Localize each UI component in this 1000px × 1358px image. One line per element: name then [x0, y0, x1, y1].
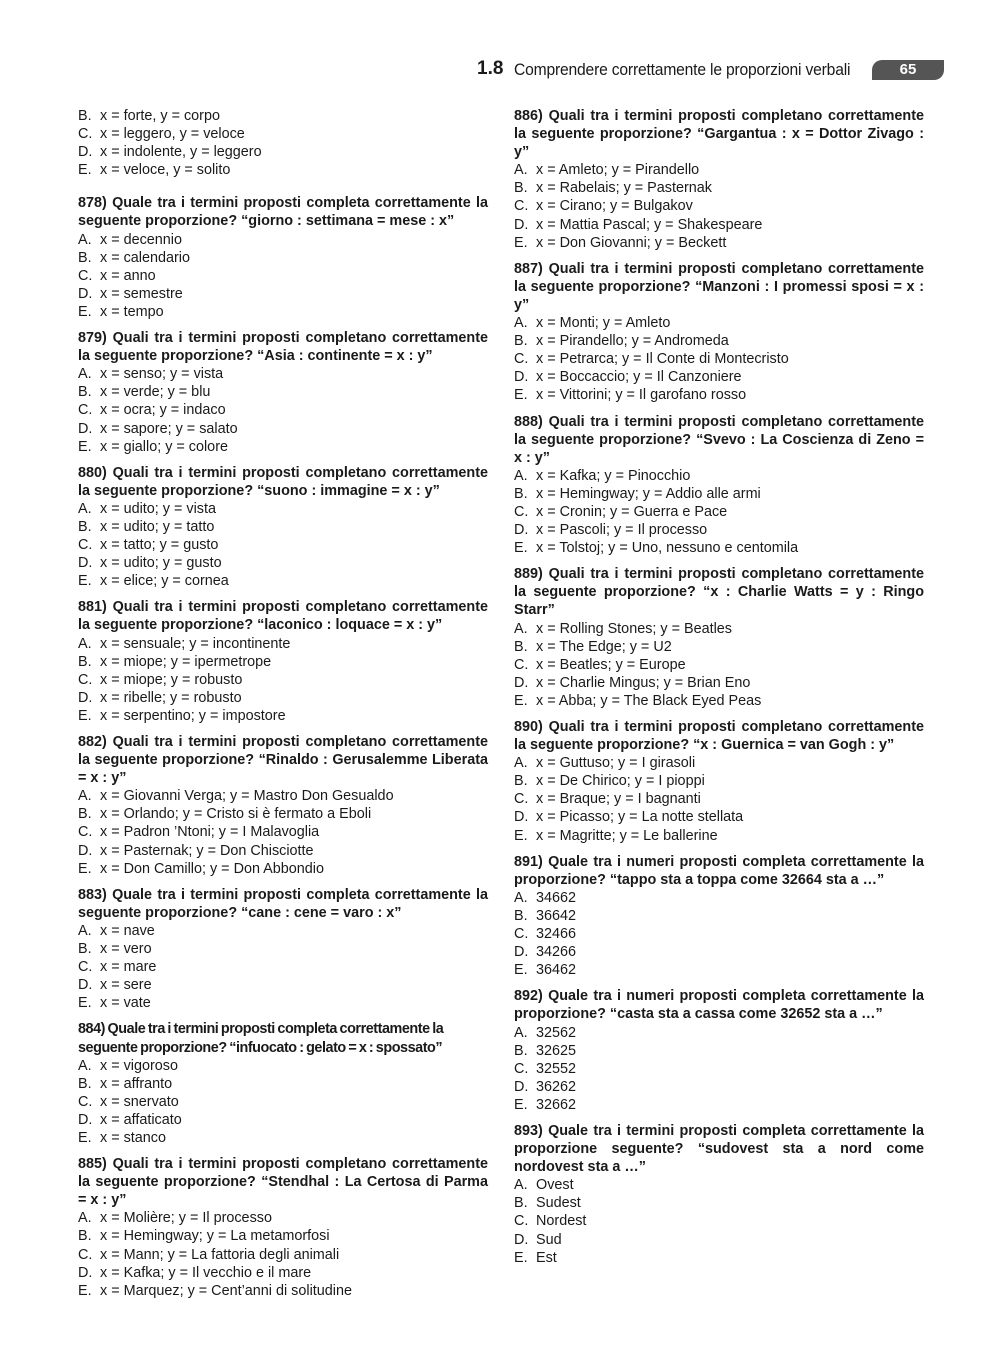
answer-option — [78, 249, 488, 267]
option-letter: B. — [514, 638, 528, 655]
option-text: x = veloce, y = solito — [100, 162, 231, 179]
option-letter: E. — [514, 540, 528, 557]
option-text: x = Boccaccio; y = Il Canzoniere — [536, 369, 742, 386]
answer-option — [78, 994, 488, 1012]
option-letter: B. — [514, 907, 528, 924]
option-letter: A. — [78, 366, 92, 383]
option-text: x = Amleto; y = Pirandello — [536, 162, 700, 179]
question-text: 881) Quali tra i termini proposti completano correttamente la seguente proporzione? “laconico : loquace = x : y” — [78, 599, 488, 634]
answer-option — [78, 1264, 488, 1282]
answer-option — [514, 907, 924, 925]
option-text: x = Mann; y = La fattoria degli animali — [100, 1246, 340, 1263]
option-letter: A. — [514, 315, 528, 332]
answer-option — [78, 107, 488, 125]
option-letter: D. — [514, 809, 529, 826]
answer-option — [514, 620, 924, 638]
answer-option — [78, 653, 488, 671]
option-text: x = leggero, y = veloce — [100, 126, 245, 143]
answer-option — [78, 922, 488, 940]
question-block — [514, 1122, 924, 1267]
question-text: 880) Quali tra i termini proposti completano correttamente la seguente proporzione? “suono : immagine = x : y” — [78, 464, 488, 499]
option-text: x = vate — [100, 995, 151, 1012]
option-letter: B. — [78, 1228, 92, 1245]
option-text: x = Beatles; y = Europe — [536, 656, 686, 673]
option-text: x = Cronin; y = Guerra e Pace — [536, 503, 728, 520]
option-letter: A. — [78, 635, 92, 652]
answer-option — [78, 231, 488, 249]
question-text: 889) Quali tra i termini proposti completano correttamente la seguente proporzione? “x : Charlie Watts = y : Ringo Starr” — [514, 566, 924, 619]
answer-option — [78, 161, 488, 179]
option-text: x = nave — [100, 922, 155, 939]
question-block — [514, 565, 924, 710]
option-text: x = senso; y = vista — [100, 366, 224, 383]
question-text: 878) Quale tra i termini proposti completa correttamente la seguente proporzione? “giorno : settimana = mese : x” — [78, 195, 488, 230]
option-letter: D. — [514, 674, 529, 691]
section-title: Comprendere correttamente le proporzioni verbali — [514, 60, 851, 79]
option-letter: E. — [78, 438, 92, 455]
option-letter: A. — [78, 500, 92, 517]
option-text: x = forte, y = corpo — [100, 108, 220, 124]
option-text: x = indolente, y = leggero — [100, 144, 262, 161]
option-letter: C. — [78, 824, 93, 841]
option-text: 32562 — [536, 1024, 577, 1041]
option-text: x = affaticato — [100, 1111, 182, 1128]
option-letter: C. — [78, 402, 93, 419]
answer-option — [78, 554, 488, 572]
option-letter: A. — [514, 1024, 528, 1041]
answer-option — [514, 692, 924, 710]
option-text: x = miope; y = ipermetrope — [100, 653, 272, 670]
option-letter: A. — [78, 231, 92, 248]
continued-options — [78, 107, 488, 179]
answer-option — [514, 889, 924, 907]
option-text: Est — [536, 1249, 557, 1266]
option-text: 36262 — [536, 1078, 577, 1095]
option-letter: B. — [78, 518, 92, 535]
option-letter: B. — [78, 249, 92, 266]
option-text: x = verde; y = blu — [100, 384, 211, 401]
option-letter: E. — [78, 303, 92, 320]
option-letter: C. — [78, 671, 93, 688]
option-text: x = sensuale; y = incontinente — [100, 635, 291, 652]
answer-option — [514, 521, 924, 539]
answer-option — [78, 500, 488, 518]
option-text: x = Tolstoj; y = Uno, nessuno e centomila — [536, 540, 799, 557]
option-text: x = udito; y = vista — [100, 500, 216, 517]
answer-option — [78, 1057, 488, 1075]
option-text: x = anno — [100, 267, 156, 284]
question-text: 885) Quali tra i termini proposti completano correttamente la seguente proporzione? “Stendhal : La Certosa di Parma = x : y” — [78, 1156, 488, 1209]
option-letter: D. — [514, 522, 529, 539]
question-block — [514, 107, 924, 252]
option-text: Sud — [536, 1231, 562, 1248]
option-text: 32552 — [536, 1060, 577, 1077]
answer-option — [78, 707, 488, 725]
answer-option — [78, 401, 488, 419]
option-letter: D. — [78, 977, 93, 994]
answer-option — [78, 860, 488, 878]
question-text: 890) Quali tra i termini proposti completano correttamente la seguente proporzione? “x : Guernica = van Gogh : y” — [514, 719, 924, 754]
answer-option — [514, 1249, 924, 1267]
option-text: 34662 — [536, 889, 577, 906]
answer-option — [78, 518, 488, 536]
answer-option — [514, 1212, 924, 1230]
answer-option — [78, 1093, 488, 1111]
answer-option — [514, 1078, 924, 1096]
option-letter: B. — [514, 180, 528, 197]
question-block — [514, 718, 924, 845]
option-letter: D. — [78, 555, 93, 572]
option-letter: A. — [78, 922, 92, 939]
option-letter: A. — [514, 467, 528, 484]
option-letter: B. — [78, 941, 92, 958]
question-block — [514, 987, 924, 1114]
answer-option — [514, 161, 924, 179]
question-block — [78, 1020, 488, 1147]
left-column — [78, 107, 488, 1308]
option-text: x = tempo — [100, 303, 164, 320]
option-letter: C. — [514, 656, 529, 673]
option-letter: D. — [78, 420, 93, 437]
option-text: x = tatto; y = gusto — [100, 537, 219, 554]
answer-option — [514, 1060, 924, 1078]
option-letter: B. — [78, 653, 92, 670]
option-text: x = Abba; y = The Black Eyed Peas — [536, 692, 762, 709]
answer-option — [514, 314, 924, 332]
option-text: x = Don Giovanni; y = Beckett — [536, 234, 727, 251]
question-block — [78, 598, 488, 725]
answer-option — [514, 808, 924, 826]
option-letter: D. — [514, 369, 529, 386]
page-number-badge: 65 — [872, 60, 944, 80]
answer-option — [514, 1096, 924, 1114]
answer-option — [78, 1209, 488, 1227]
option-letter: B. — [78, 384, 92, 401]
answer-option — [78, 940, 488, 958]
option-text: x = decennio — [100, 231, 183, 248]
answer-option — [514, 638, 924, 656]
option-text: x = Charlie Mingus; y = Brian Eno — [536, 674, 751, 691]
option-text: x = Petrarca; y = Il Conte di Montecristo — [536, 351, 789, 368]
option-text: x = Pirandello; y = Andromeda — [536, 333, 729, 350]
answer-option — [78, 1282, 488, 1300]
option-text: x = Don Camillo; y = Don Abbondio — [100, 860, 324, 877]
option-letter: E. — [514, 962, 528, 979]
option-letter: A. — [514, 162, 528, 179]
option-letter: E. — [78, 1282, 92, 1299]
option-text: 34266 — [536, 944, 577, 961]
option-text: x = Pasternak; y = Don Chisciotte — [100, 842, 314, 859]
option-text: x = sapore; y = salato — [100, 420, 238, 437]
option-letter: E. — [514, 692, 528, 709]
option-letter: B. — [514, 485, 528, 502]
option-text: x = Kafka; y = Il vecchio e il mare — [100, 1264, 312, 1281]
option-letter: E. — [78, 1129, 92, 1146]
option-text: x = Magritte; y = Le ballerine — [536, 827, 718, 844]
answer-option — [514, 1176, 924, 1194]
option-text: x = Monti; y = Amleto — [536, 315, 671, 332]
answer-option — [514, 467, 924, 485]
option-text: x = udito; y = gusto — [100, 555, 222, 572]
option-letter: B. — [78, 1075, 92, 1092]
option-text: Nordest — [536, 1213, 587, 1230]
answer-option — [514, 350, 924, 368]
option-letter: B. — [78, 108, 92, 124]
option-letter: D. — [514, 216, 529, 233]
option-text: 32466 — [536, 926, 577, 943]
option-text: x = Vittorini; y = Il garofano rosso — [536, 387, 747, 404]
option-letter: E. — [514, 1249, 528, 1266]
option-letter: C. — [78, 267, 93, 284]
option-letter: E. — [78, 573, 92, 590]
option-text: x = udito; y = tatto — [100, 518, 215, 535]
answer-option — [78, 303, 488, 321]
option-letter: B. — [78, 806, 92, 823]
question-block — [78, 1155, 488, 1300]
option-text: 32662 — [536, 1096, 577, 1113]
option-letter: E. — [514, 234, 528, 251]
option-text: x = ocra; y = indaco — [100, 402, 226, 419]
answer-option — [78, 1227, 488, 1245]
option-text: x = elice; y = cornea — [100, 573, 229, 590]
answer-option — [514, 179, 924, 197]
answer-option — [514, 1024, 924, 1042]
question-block — [78, 194, 488, 321]
answer-option — [78, 976, 488, 994]
answer-option — [78, 958, 488, 976]
option-letter: D. — [78, 1264, 93, 1281]
answer-option — [514, 368, 924, 386]
option-letter: D. — [514, 944, 529, 961]
option-letter: C. — [78, 1093, 93, 1110]
option-text: x = calendario — [100, 249, 190, 266]
answer-option — [514, 754, 924, 772]
option-text: x = Rolling Stones; y = Beatles — [536, 620, 732, 637]
question-block — [514, 413, 924, 558]
answer-option — [78, 689, 488, 707]
option-text: x = sere — [100, 977, 152, 994]
answer-option — [514, 1042, 924, 1060]
option-letter: B. — [514, 773, 528, 790]
option-text: x = Pascoli; y = Il processo — [536, 522, 708, 539]
option-text: x = Guttuso; y = I girasoli — [536, 755, 696, 772]
option-text: x = semestre — [100, 285, 183, 302]
option-letter: B. — [514, 1195, 528, 1212]
answer-option — [78, 383, 488, 401]
question-block — [514, 853, 924, 980]
answer-option — [514, 790, 924, 808]
option-letter: A. — [78, 1057, 92, 1074]
answer-option — [514, 1194, 924, 1212]
option-text: x = snervato — [100, 1093, 179, 1110]
option-letter: C. — [78, 1246, 93, 1263]
option-letter: D. — [78, 144, 93, 161]
option-text: 32625 — [536, 1042, 577, 1059]
option-text: x = serpentino; y = impostore — [100, 707, 286, 724]
option-text: Ovest — [536, 1177, 574, 1194]
option-text: x = Giovanni Verga; y = Mastro Don Gesualdo — [100, 788, 394, 805]
option-letter: E. — [514, 1096, 528, 1113]
question-text: 888) Quali tra i termini proposti completano correttamente la seguente proporzione? “Svevo : La Coscienza di Zeno = x : y” — [514, 413, 924, 466]
question-text: 891) Quale tra i numeri proposti completa correttamente la proporzione? “tappo sta a toppa come 32664 sta a …” — [514, 853, 924, 888]
question-text: 893) Quale tra i termini proposti completa correttamente la proporzione seguente? “sudovest sta a nord come nordovest sta a …” — [514, 1122, 924, 1176]
answer-option — [514, 1231, 924, 1249]
answer-option — [78, 125, 488, 143]
answer-option — [78, 365, 488, 383]
option-text: 36462 — [536, 962, 577, 979]
option-letter: E. — [78, 162, 92, 179]
option-text: 36642 — [536, 907, 577, 924]
option-text: x = Molière; y = Il processo — [100, 1210, 272, 1227]
option-text: x = Kafka; y = Pinocchio — [536, 467, 691, 484]
option-letter: E. — [514, 387, 528, 404]
option-letter: C. — [514, 503, 529, 520]
option-text: x = Hemingway; y = Addio alle armi — [536, 485, 761, 502]
option-letter: E. — [514, 827, 528, 844]
option-letter: D. — [78, 285, 93, 302]
option-letter: C. — [514, 351, 529, 368]
option-text: x = Padron ’Ntoni; y = I Malavoglia — [100, 824, 320, 841]
answer-option — [78, 787, 488, 805]
answer-option — [78, 1075, 488, 1093]
question-block — [78, 464, 488, 591]
option-letter: B. — [514, 1042, 528, 1059]
question-block — [78, 886, 488, 1013]
option-text: x = Hemingway; y = La metamorfosi — [100, 1228, 330, 1245]
answer-option — [78, 267, 488, 285]
answer-option — [78, 143, 488, 161]
answer-option — [514, 197, 924, 215]
option-letter: A. — [514, 620, 528, 637]
section-number: 1.8 — [477, 58, 504, 79]
answer-option — [514, 925, 924, 943]
option-text: x = vigoroso — [100, 1057, 178, 1074]
answer-option — [78, 805, 488, 823]
option-text: x = Picasso; y = La notte stellata — [536, 809, 744, 826]
option-letter: C. — [514, 198, 529, 215]
option-text: x = mare — [100, 959, 157, 976]
answer-option — [78, 1246, 488, 1264]
question-text: 882) Quali tra i termini proposti completano correttamente la seguente proporzione? “Rinaldo : Gerusalemme Liberata = x : y” — [78, 734, 488, 787]
option-text: x = vero — [100, 941, 152, 958]
option-letter: A. — [514, 755, 528, 772]
option-text: x = miope; y = robusto — [100, 671, 243, 688]
answer-option — [514, 656, 924, 674]
answer-option — [78, 1111, 488, 1129]
answer-option — [78, 420, 488, 438]
answer-option — [514, 961, 924, 979]
answer-option — [78, 572, 488, 590]
question-text: 887) Quali tra i termini proposti completano correttamente la seguente proporzione? “Manzoni : I promessi sposi = x : y” — [514, 260, 924, 313]
option-letter: D. — [514, 1231, 529, 1248]
answer-option — [514, 216, 924, 234]
option-letter: E. — [78, 707, 92, 724]
option-text: x = Marquez; y = Cent’anni di solitudine — [100, 1282, 352, 1299]
answer-option — [514, 332, 924, 350]
answer-option — [514, 485, 924, 503]
option-text: x = The Edge; y = U2 — [536, 638, 672, 655]
option-letter: A. — [514, 1177, 528, 1194]
question-text: 879) Quali tra i termini proposti completano correttamente la seguente proporzione? “Asia : continente = x : y” — [78, 330, 488, 365]
answer-option — [514, 772, 924, 790]
answer-option — [514, 827, 924, 845]
option-text: x = Orlando; y = Cristo si è fermato a Eboli — [100, 806, 372, 823]
option-letter: C. — [514, 791, 529, 808]
answer-option — [78, 438, 488, 456]
right-column — [514, 107, 924, 1275]
question-block — [78, 733, 488, 878]
option-letter: C. — [78, 959, 93, 976]
question-block — [514, 260, 924, 405]
option-letter: D. — [514, 1078, 529, 1095]
answer-option — [78, 671, 488, 689]
option-text: x = ribelle; y = robusto — [100, 689, 242, 706]
option-letter: D. — [78, 842, 93, 859]
option-text: Sudest — [536, 1195, 581, 1212]
option-letter: E. — [78, 995, 92, 1012]
option-letter: C. — [514, 1060, 529, 1077]
page-header — [0, 58, 1000, 84]
answer-option — [514, 386, 924, 404]
answer-option — [78, 635, 488, 653]
option-letter: C. — [514, 926, 529, 943]
option-letter: D. — [78, 1111, 93, 1128]
option-letter: C. — [78, 126, 93, 143]
option-text: x = affranto — [100, 1075, 173, 1092]
question-text: 892) Quale tra i numeri proposti completa correttamente la proporzione? “casta sta a cassa come 32652 sta a …” — [514, 988, 924, 1023]
option-letter: D. — [78, 689, 93, 706]
answer-option — [78, 842, 488, 860]
option-text: x = Rabelais; y = Pasternak — [536, 180, 712, 197]
option-text: x = Mattia Pascal; y = Shakespeare — [536, 216, 763, 233]
answer-option — [78, 285, 488, 303]
option-letter: A. — [78, 788, 92, 805]
option-text: x = stanco — [100, 1129, 166, 1146]
answer-option — [514, 943, 924, 961]
option-letter: A. — [514, 889, 528, 906]
option-text: x = Cirano; y = Bulgakov — [536, 198, 693, 215]
option-letter: C. — [78, 537, 93, 554]
option-letter: B. — [514, 333, 528, 350]
option-text: x = Braque; y = I bagnanti — [536, 791, 701, 808]
answer-option — [78, 823, 488, 841]
option-text: x = De Chirico; y = I pioppi — [536, 773, 705, 790]
option-letter: C. — [514, 1213, 529, 1230]
option-letter: E. — [78, 860, 92, 877]
answer-option — [78, 536, 488, 554]
question-text: 884) Quale tra i termini proposti completa correttamente la seguente proporzione? “infuocato : gelato = x : spossato” — [78, 1021, 444, 1056]
question-block — [78, 329, 488, 456]
question-text: 886) Quali tra i termini proposti completano correttamente la seguente proporzione? “Gargantua : x = Dottor Zivago : y” — [514, 108, 924, 161]
option-text: x = giallo; y = colore — [100, 438, 228, 455]
answer-option — [78, 1129, 488, 1147]
answer-option — [514, 234, 924, 252]
answer-option — [514, 539, 924, 557]
answer-option — [514, 503, 924, 521]
question-text: 883) Quale tra i termini proposti completa correttamente la seguente proporzione? “cane : cene = varo : x” — [78, 886, 488, 921]
answer-option — [514, 674, 924, 692]
option-letter: A. — [78, 1210, 92, 1227]
